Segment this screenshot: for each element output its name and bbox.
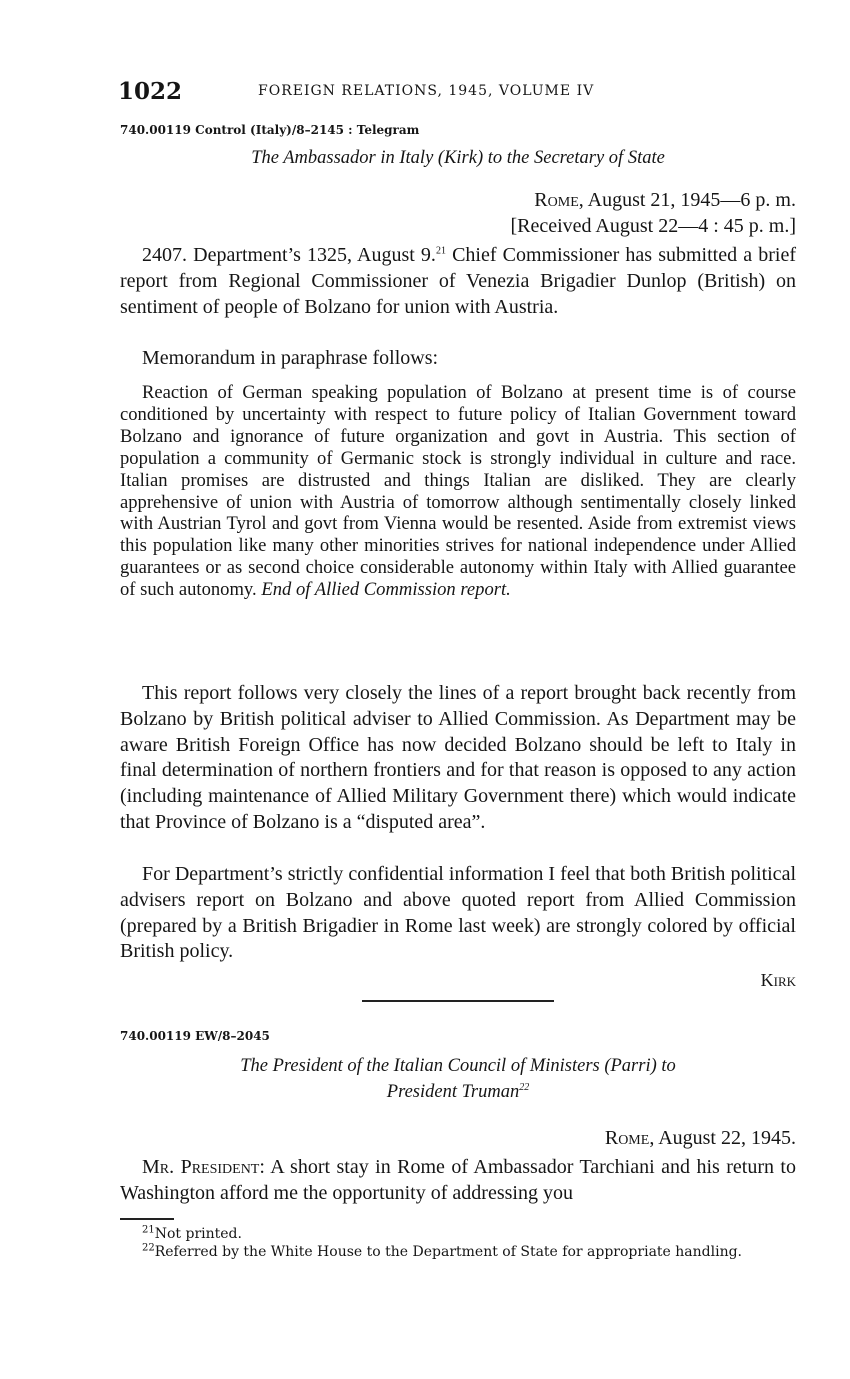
file-number: 740.00119 Control (Italy)/8–2145 : Telegram (120, 123, 420, 137)
paragraph-memo-intro: Memorandum in paraphrase follows: (142, 347, 439, 369)
document-heading: The Ambassador in Italy (Kirk) to the Secretary of State (251, 148, 665, 168)
footnote-ref: 21 (435, 245, 446, 257)
paragraph-opening-rest: Chief Commissioner has submitted a brief report from Regional Commissioner of Venezia Brigadier Dunlop (British) on sentiment of people of Bolzano for union with Austria. (120, 244, 796, 318)
footnote-22-text: Referred by the White House to the Department of State for appropriate handling. (154, 1244, 742, 1260)
running-title: FOREIGN RELATIONS, 1945, VOLUME IV (258, 83, 595, 99)
dateline-place: Rome (534, 189, 579, 211)
section-divider (362, 1000, 554, 1002)
signature: Kirk (760, 970, 796, 990)
dateline-2-place: Rome (604, 1127, 650, 1149)
salutation: Mr. President (142, 1156, 260, 1178)
memorandum-end: End of Allied Commission report. (261, 579, 511, 601)
footnote-22-mark: 22 (142, 1242, 155, 1254)
dateline-date: , August 21, 1945—6 p. m. (578, 189, 796, 211)
paragraph-opening-start: 2407. Department’s 1325, August 9. (142, 244, 436, 266)
page-number: 1022 (118, 78, 183, 105)
document-heading-2 (120, 1053, 796, 1105)
file-number-2: 740.00119 EW/8–2045 (120, 1029, 270, 1043)
paragraph-confidential: For Department’s strictly confidential information I feel that both British political advisers report on Bolzano and above quoted report from Allied Commission (prepared by a British Brigadier in Rome last week) are strongly colored by official British policy. (120, 863, 796, 963)
footnote-21 (120, 1226, 796, 1243)
paragraph-letter (120, 1155, 796, 1207)
dateline-2 (605, 1125, 796, 1151)
letter-text: : A short stay in Rome of Ambassador Tarchiani and his return to Washington afford me the opportunity of addressing you (120, 1156, 796, 1204)
footnote-22 (120, 1244, 796, 1261)
memorandum-body: Reaction of German speaking population of Bolzano at present time is of course conditioned by uncertainty with respect to future policy of Italian Government toward Bolzano and ignorance of future organization and govt in Austria. This section of population a community of Germanic stock is strongly individual in culture and race. Italian promises are distrusted and things Italian are disliked. They are clearly apprehensive of union with Austria of tomorrow although sentimentally closely linked with Austrian Tyrol and govt from Vienna would be resented. Aside from extremist views this population like many other minorities strives for national independence under Allied guarantees or as second choice considerable autonomy within Italy with Allied guarantee of such autonomy. (120, 382, 796, 601)
footnote-ref-2: 22 (519, 1081, 530, 1093)
dateline (534, 187, 796, 213)
memorandum-text (120, 382, 796, 601)
document-heading-2-recipient: President Truman (386, 1082, 520, 1102)
footnote-divider (120, 1218, 174, 1220)
footnote-21-mark: 21 (142, 1224, 155, 1236)
footnote-21-text: Not printed. (154, 1226, 242, 1242)
document-heading-2-line2 (120, 1079, 796, 1105)
received-line: [Received August 22—4 : 45 p. m.] (510, 215, 796, 237)
dateline-2-date: , August 22, 1945. (649, 1127, 796, 1149)
document-heading-2-line1: The President of the Italian Council of Ministers (Parri) to (240, 1056, 676, 1076)
paragraph-report: This report follows very closely the lines of a report brought back recently from Bolzano by British political adviser to Allied Commission. As Department may be aware British Foreign Office has now decided Bolzano should be left to Italy in final determination of northern frontiers and for that reason is opposed to any action (including maintenance of Allied Military Government there) which would indicate that Province of Bolzano is a “disputed area”. (120, 682, 796, 833)
paragraph-opening (120, 243, 796, 320)
